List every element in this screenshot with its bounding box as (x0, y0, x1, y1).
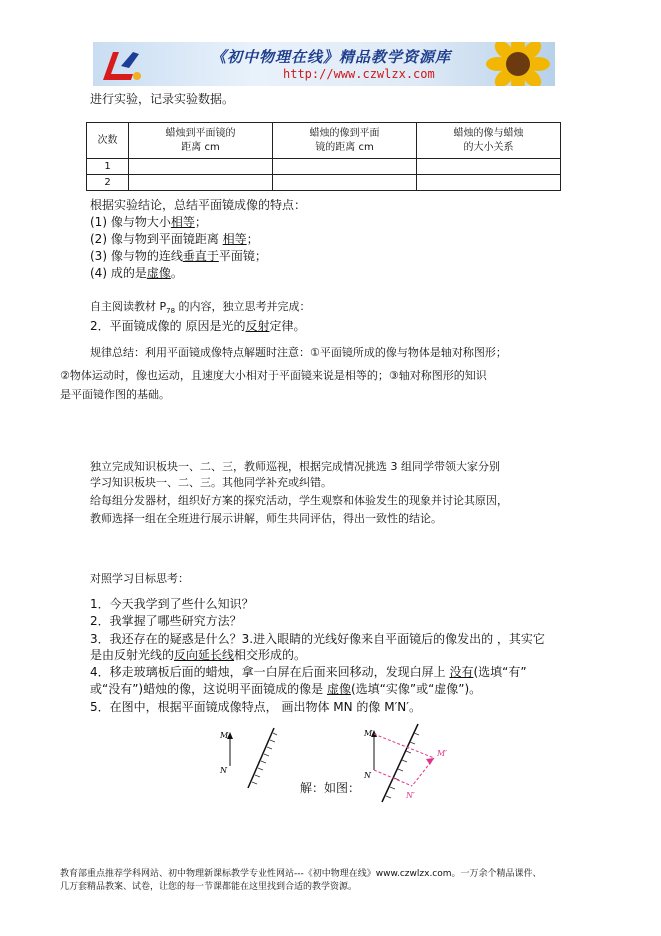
image-construction-lines (374, 734, 434, 786)
page-subscript: 78 (166, 307, 176, 316)
header-cell-line: 蜡烛的像到平面 (309, 127, 380, 139)
rule-summary-line-3: 是平面镜作图的基础。 (60, 388, 170, 401)
label-n: N (364, 771, 371, 780)
figure-original (218, 726, 278, 790)
question-3-line-2 (90, 647, 306, 663)
paragraph-2-line-2: 教师选择一组在全班进行展示讲解，师生共同评估，得出一致性的结论。 (90, 512, 442, 525)
answer-text: 垂直于 (182, 249, 219, 263)
answer-text: 相等 (170, 215, 195, 229)
answer-label: 解：如图： (300, 781, 361, 795)
question-1: 1．今天我学到了些什么知识？ (90, 597, 254, 611)
question-text: 或“没有”)蜡烛的像，这说明平面镜成的像是 (90, 682, 327, 696)
conclusion-item-3 (90, 248, 267, 264)
question-text: 是由反射光线的 (90, 648, 175, 662)
question-2: 2．我掌握了哪些研究方法？ (90, 614, 242, 628)
table-cell (417, 175, 561, 191)
table-cell (273, 159, 417, 175)
rule-summary-line-2: ②物体运动时，像也运动，且速度大小相对于平面镜来说是相等的；③轴对称图形的知识 (60, 369, 487, 382)
conclusion-item-2 (90, 231, 259, 247)
answer-text: 反向延长线 (174, 648, 235, 662)
site-logo-icon (99, 46, 145, 84)
image-arrow-icon (426, 758, 434, 765)
row-number: 1 (87, 159, 129, 175)
item-text: ； (194, 215, 207, 229)
footer-line-2: 几万套精品教案、试卷，让您的每一节课都能在这里找到合适的教学资源。 (60, 882, 358, 892)
header-banner (93, 42, 555, 86)
conclusion-item-1 (90, 214, 207, 230)
banner-url[interactable]: http://www.czwlzx.com (283, 67, 435, 81)
question-4-line-1 (90, 664, 527, 680)
label-m: M (220, 731, 229, 740)
label-n-prime: N′ (406, 791, 415, 800)
header-cell-line: 蜡烛的像与蜡烛 (453, 127, 524, 139)
question-5: 5．在图中，根据平面镜成像特点， 画出物体 MN 的像 M′N′。 (90, 700, 422, 714)
mirror-line (248, 728, 274, 788)
item-text: (1) 像与物大小 (90, 215, 171, 229)
question-text: 定律。 (269, 319, 306, 333)
question-2-reflection (90, 318, 305, 334)
table-cell (129, 159, 273, 175)
item-text: ； (246, 232, 259, 246)
header-cell-line: 蜡烛到平面镜的 (165, 127, 236, 139)
rule-summary-line-1: 规律总结：利用平面镜成像特点解题时注意：①平面镜所成的像与物体是轴对称图形； (90, 346, 507, 359)
table-cell (129, 175, 273, 191)
conclusion-item-4 (90, 265, 183, 281)
answer-text: 相等 (222, 232, 247, 246)
question-text: 2．平面镜成像的 原因是光的 (90, 319, 246, 333)
header-distance-object (129, 123, 273, 159)
self-read-pre: 自主阅读教材 P (90, 300, 167, 313)
reflection-heading: 对照学习目标思考： (90, 572, 189, 585)
item-text: 平面镜； (218, 249, 267, 263)
table-row (87, 159, 561, 175)
question-text: 4．移走玻璃板后面的蜡烛，拿一白屏在后面来回移动，发现白屏上 (90, 665, 450, 679)
label-m-prime: M′ (437, 749, 448, 758)
conclusion-lead: 根据实验结论，总结平面镜成像的特点： (90, 198, 307, 212)
row-number: 2 (87, 175, 129, 191)
paragraph-2-line-1: 给每组分发器材，组织好方案的探究活动，学生观察和体验发生的现象并讨论其原因， (90, 494, 508, 507)
header-cell-line: 距离 cm (181, 141, 220, 153)
question-4-line-2 (90, 681, 481, 697)
header-count: 次数 (87, 123, 129, 159)
item-text: (2) 像与物到平面镜距离 (90, 232, 223, 246)
table-header-row (87, 123, 561, 159)
question-3-line-1: 3．我还存在的疑惑是什么？3.进入眼睛的光线好像来自平面镜后的像发出的 ，其实它 (90, 632, 545, 646)
question-text: (选填“实像”或“虚像”)。 (350, 682, 482, 696)
table-cell (273, 175, 417, 191)
paragraph-1-line-2: 学习知识板块一、二、三。其他同学补充或纠错。 (90, 476, 332, 489)
answer-text: 反射 (245, 319, 270, 333)
label-n: N (220, 766, 227, 775)
header-size-relation (417, 123, 561, 159)
header-cell-line: 镜的距离 cm (315, 141, 374, 153)
data-table (86, 122, 561, 191)
item-text: 。 (170, 266, 183, 280)
table-row (87, 175, 561, 191)
question-text: 相交形成的。 (234, 648, 307, 662)
answer-text: 虚像 (326, 682, 351, 696)
intro-text: 进行实验，记录实验数据。 (90, 92, 235, 106)
mirror-hatching (252, 733, 277, 784)
paragraph-1-line-1: 独立完成知识板块一、二、三，教师巡视，根据完成情况挑选 3 组同学带领大家分别 (90, 460, 500, 473)
footer-line-1: 教育部重点推荐学科网站、初中物理新课标教学专业性网站---《初中物理在线》www.czwlzx.com。一万余个精品课件、 (60, 869, 542, 879)
answer-text: 虚像 (146, 266, 171, 280)
self-read-post: 的内容，独立思考并完成： (175, 300, 311, 313)
label-m: M (364, 729, 373, 738)
banner-title: 《初中物理在线》精品教学资源库 (211, 48, 452, 66)
header-cell-line: 的大小关系 (463, 141, 514, 153)
mirror-hatching (386, 733, 419, 798)
figure-answer (362, 722, 462, 806)
sunflower-icon (485, 42, 551, 86)
header-distance-image (273, 123, 417, 159)
question-text: (选填“有” (473, 665, 527, 679)
answer-text: 没有 (449, 665, 474, 679)
item-text: (4) 成的是 (90, 266, 147, 280)
table-cell (417, 159, 561, 175)
item-text: (3) 像与物的连线 (90, 249, 183, 263)
self-read-text (90, 300, 311, 318)
